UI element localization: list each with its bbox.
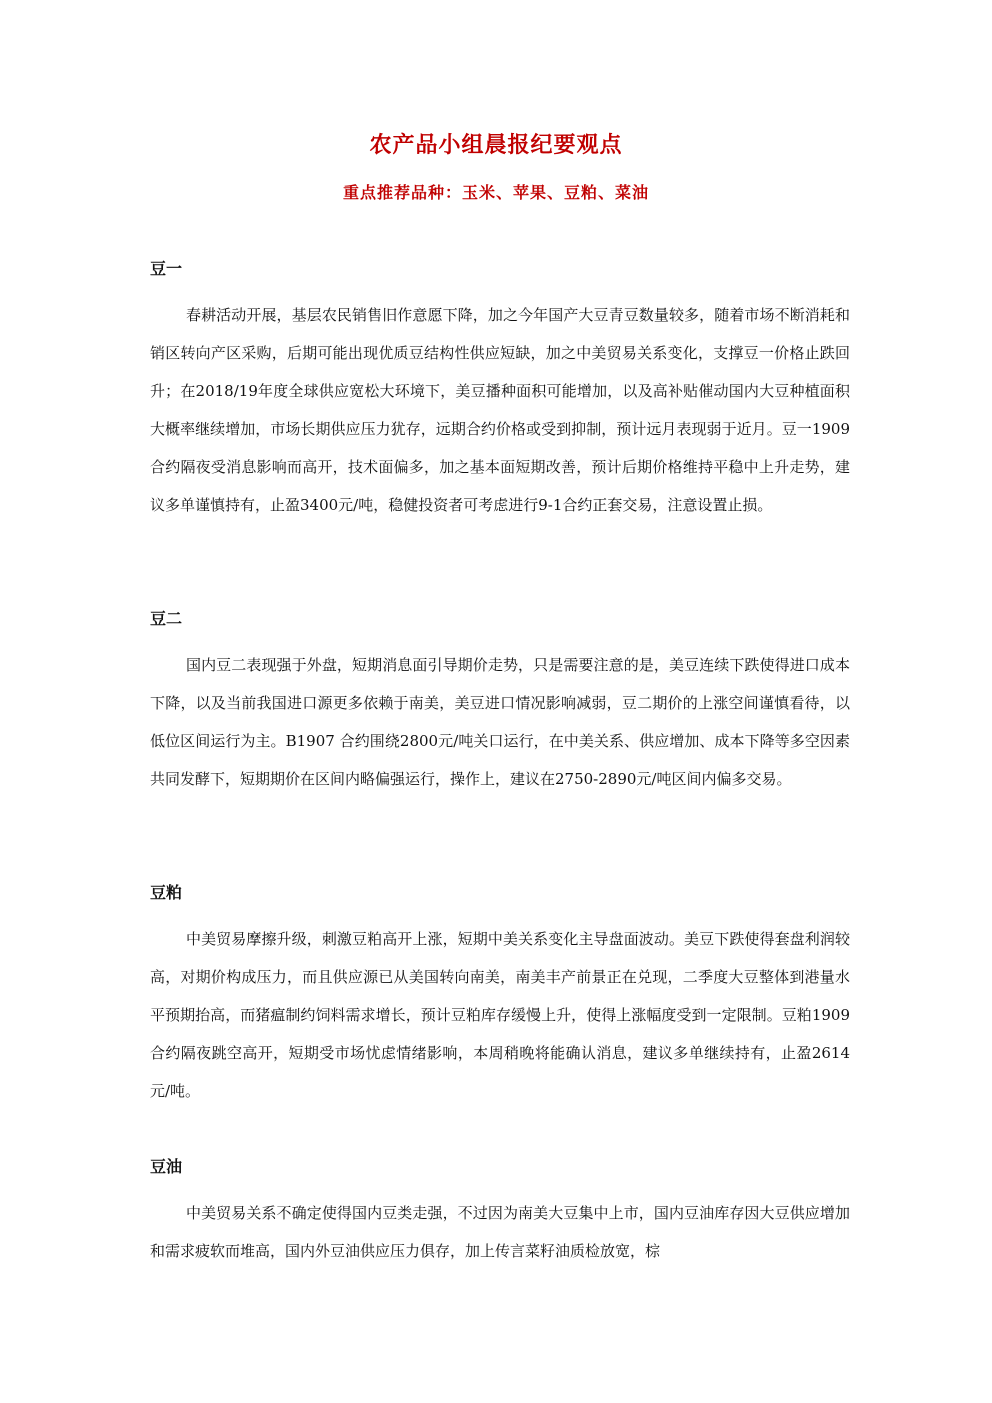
section-dou-you — [150, 1156, 850, 1270]
section-dou-er — [150, 608, 850, 798]
document-subtitle: 重点推荐品种：玉米、苹果、豆粕、菜油 — [342, 183, 649, 202]
document-title: 农产品小组晨报纪要观点 — [369, 132, 623, 158]
section-paragraph: 中美贸易摩擦升级，刺激豆粕高开上涨，短期中美关系变化主导盘面波动。美豆下跌使得套盘利润较高，对期价构成压力，而且供应源已从美国转向南美，南美丰产前景正在兑现，二季度大豆整体到港量水平预期抬高，而猪瘟制约饲料需求增长，预计豆粕库存缓慢上升，使得上涨幅度受到一定限制。豆粕1909合约隔夜跳空高开，短期受市场忧虑情绪影响，本周稍晚将能确认消息，建议多单继续持有，止盈2614元/吨。 — [150, 930, 850, 1100]
section-dou-yi — [150, 258, 850, 524]
section-heading: 豆一 — [150, 259, 183, 278]
section-paragraph: 中美贸易关系不确定使得国内豆类走强，不过因为南美大豆集中上市，国内豆油库存因大豆供应增加和需求疲软而堆高，国内外豆油供应压力俱存，加上传言菜籽油质检放宽，棕 — [150, 1204, 850, 1260]
section-heading: 豆粕 — [150, 883, 183, 902]
section-dou-po — [150, 882, 850, 1110]
section-heading: 豆二 — [150, 609, 183, 628]
section-paragraph: 春耕活动开展，基层农民销售旧作意愿下降，加之今年国产大豆青豆数量较多，随着市场不断消耗和销区转向产区采购，后期可能出现优质豆结构性供应短缺，加之中美贸易关系变化，支撑豆一价格止跌回升；在2018/19年度全球供应宽松大环境下，美豆播种面积可能增加，以及高补贴催动国内大豆种植面积大概率继续增加，市场长期供应压力犹存，远期合约价格或受到抑制，预计远月表现弱于近月。豆一1909合约隔夜受消息影响而高开，技术面偏多，加之基本面短期改善，预计后期价格维持平稳中上升走势，建议多单谨慎持有，止盈3400元/吨，稳健投资者可考虑进行9-1合约正套交易，注意设置止损。 — [150, 306, 850, 514]
section-heading: 豆油 — [150, 1157, 183, 1176]
section-paragraph: 国内豆二表现强于外盘，短期消息面引导期价走势，只是需要注意的是，美豆连续下跌使得进口成本下降，以及当前我国进口源更多依赖于南美，美豆进口情况影响减弱，豆二期价的上涨空间谨慎看待，以低位区间运行为主。B1907 合约围绕2800元/吨关口运行，在中美关系、供应增加、成本下降等多空因素共同发酵下，短期期价在区间内略偏强运行，操作上，建议在2750-2890元/吨区间内偏多交易。 — [150, 656, 850, 788]
